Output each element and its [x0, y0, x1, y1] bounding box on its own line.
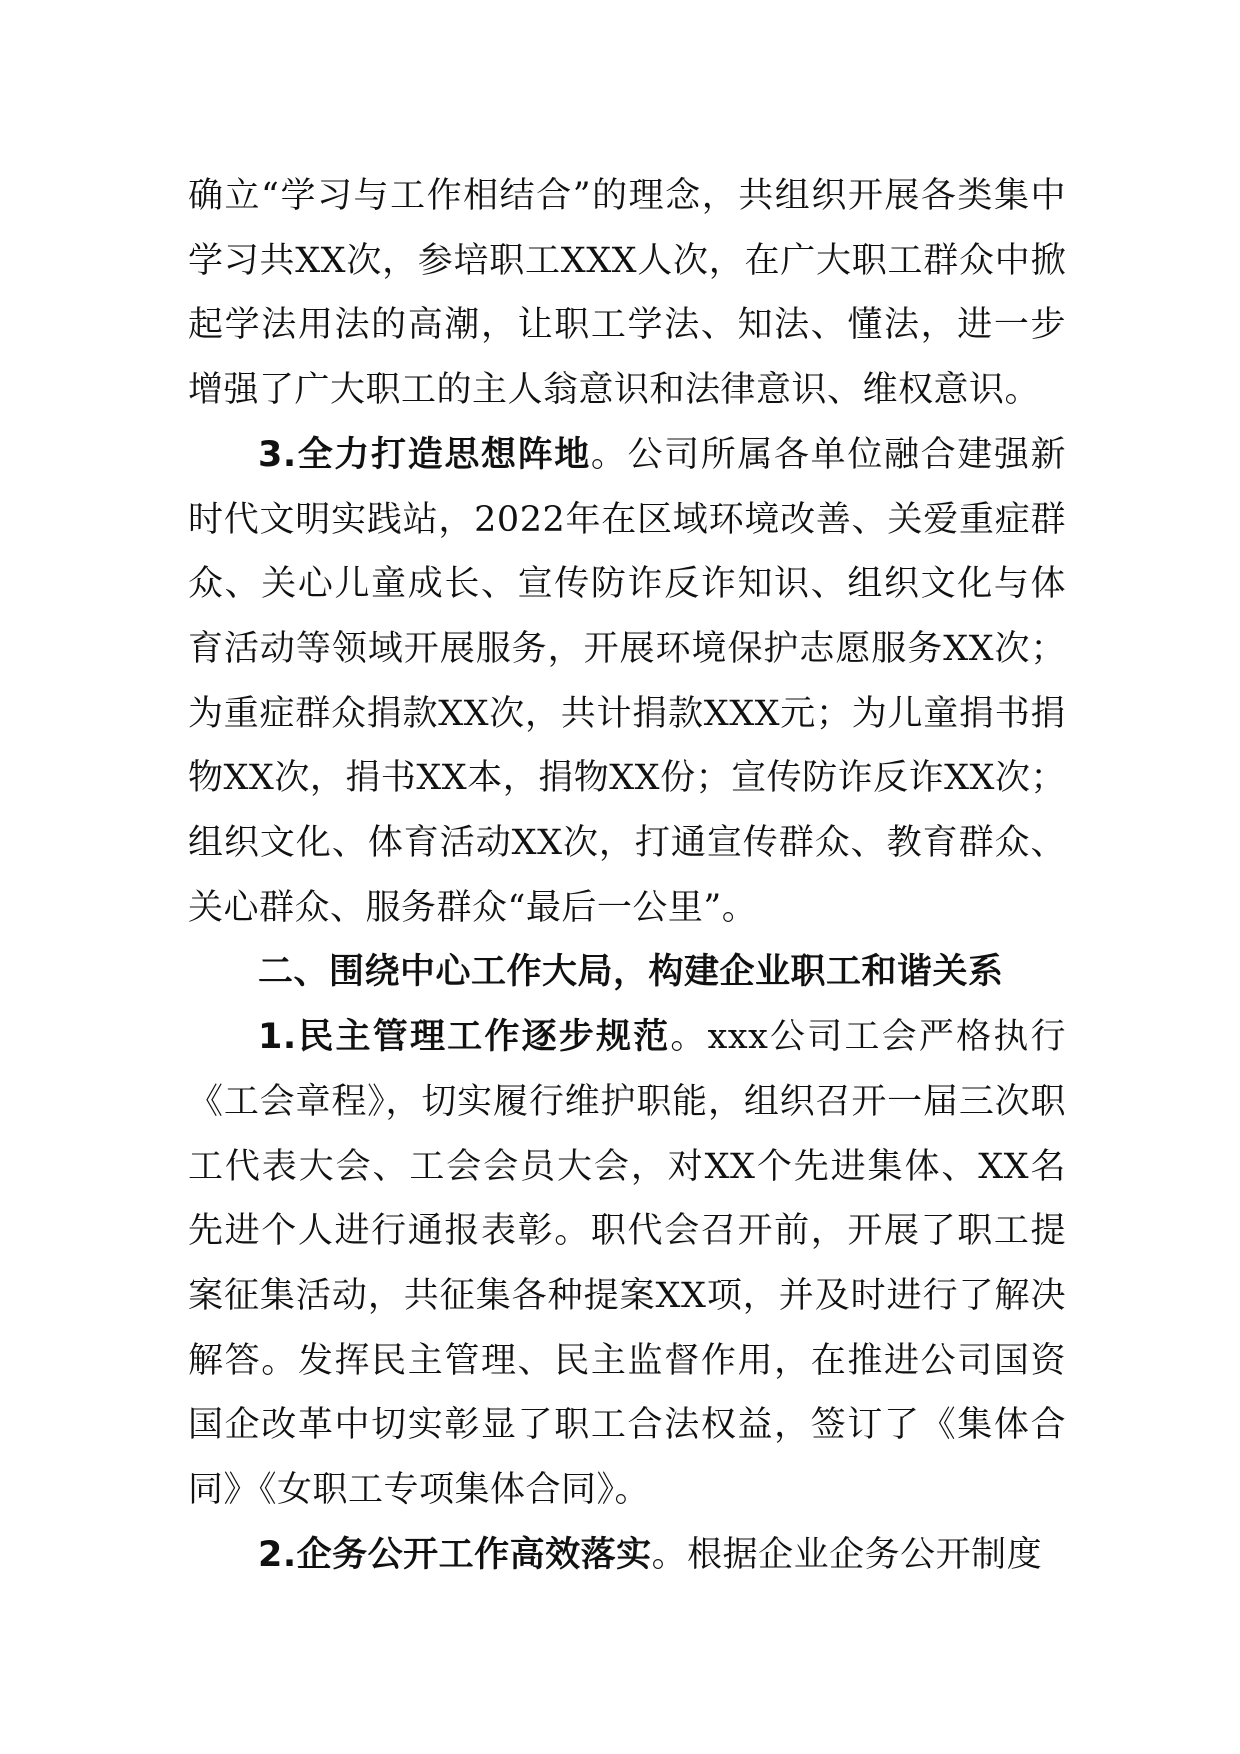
- paragraph-text: 。根据企业企务公开制度: [651, 1534, 1043, 1575]
- section-heading: 二、围绕中心工作大局，构建企业职工和谐关系: [258, 952, 1004, 993]
- paragraph-text: 确立“学习与工作相结合”的理念，共组织开展各类集中学习共XX次，参培职工XXX人次，在广大职工群众中掀起学法用法的高潮，让职工学法、知法、懂法，进一步增强了广大职工的主人翁意识和法律意识、维权意识。: [188, 176, 1066, 411]
- paragraph-text: 。公司所属各单位融合建强新时代文明实践站，2022年在区域环境改善、关爱重症群众、关心儿童成长、宣传防诈反诈知识、组织文化与体育活动等领域开展服务，开展环境保护志愿服务XX次；为重症群众捐款XX次，共计捐款XXX元；为儿童捐书捐物XX次，捐书XX本，捐物XX份；宣传防诈反诈XX次；组织文化、体育活动XX次，打通宣传群众、教育群众、关心群众、服务群众“最后一公里”。: [188, 434, 1066, 928]
- paragraph-lead-title: 3.全力打造思想阵地: [258, 434, 591, 475]
- paragraph-affairs-disclosure: [188, 1523, 1066, 1588]
- paragraph-democratic-management: [188, 1005, 1066, 1523]
- paragraph-study-concept: [188, 164, 1066, 423]
- paragraph-lead-title: 1.民主管理工作逐步规范: [258, 1017, 671, 1058]
- paragraph-lead-title: 2.企务公开工作高效落实: [258, 1534, 652, 1575]
- document-page: [188, 164, 1066, 1587]
- paragraph-ideology-position: [188, 423, 1066, 941]
- paragraph-text: 。xxx公司工会严格执行《工会章程》，切实履行维护职能，组织召开一届三次职工代表大会、工会会员大会，对XX个先进集体、XX名先进个人进行通报表彰。职代会召开前，开展了职工提案征集活动，共征集各种提案XX项，并及时进行了解决解答。发挥民主管理、民主监督作用，在推进公司国资国企改革中切实彰显了职工合法权益，签订了《集体合同》《女职工专项集体合同》。: [188, 1017, 1066, 1511]
